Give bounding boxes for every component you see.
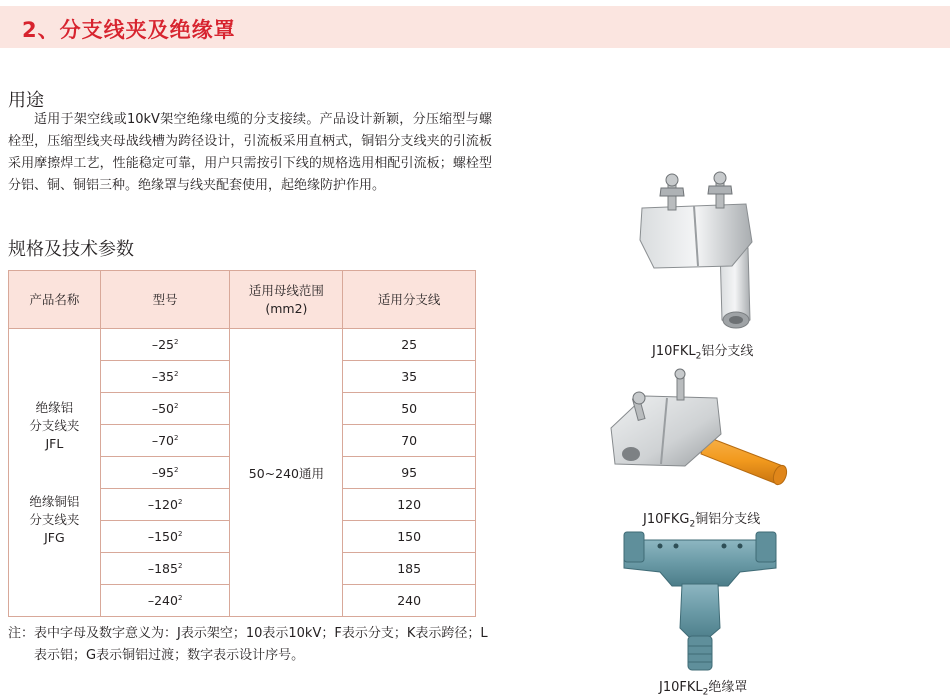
model-cell: $-185^2$: [100, 553, 230, 585]
table-note: 注：表中字母及数字意义为：J表示架空；10表示10kV；F表示分支；K表示跨径；L表示铝；G表示铜铝过渡；数字表示设计序号。: [8, 626, 488, 663]
model-cell: $-150^2$: [100, 521, 230, 553]
col-header-range-line1: 适用母线范围: [248, 282, 324, 298]
branch-cell: 95: [343, 457, 476, 489]
product-caption-3: $J10FKL_2$绝缘罩: [659, 680, 748, 698]
model-cell: $-50^2$: [100, 393, 230, 425]
col-header-model: 型号: [100, 271, 230, 329]
branch-cell: 50: [343, 393, 476, 425]
branch-cell: 120: [343, 489, 476, 521]
model-cell: $-25^2$: [100, 329, 230, 361]
col-header-range-line2: (mm2): [265, 300, 308, 316]
product-jfg: 绝缘铜铝 分支线夹 JFG: [29, 493, 80, 545]
product-caption-2: $J10FKG_2$铜铝分支线: [643, 512, 761, 530]
copper-aluminum-clamp-image: [605, 368, 795, 498]
branch-cell: 70: [343, 425, 476, 457]
model-cell: $-120^2$: [100, 489, 230, 521]
aluminum-clamp-image: [628, 170, 778, 335]
product-jfl: 绝缘铝 分支线夹 JFL: [29, 399, 80, 451]
branch-cell: 150: [343, 521, 476, 553]
table-header-row: [9, 271, 476, 329]
usage-paragraph: 适用于架空线或10kV架空绝缘电缆的分支接续。产品设计新颖，分压缩型与螺栓型，压缩型线夹母战线槽为跨径设计，引流板采用直柄式，铜铝分支线夹的引流板采用摩擦焊工艺，性能稳定可靠，用户只需按引下线的规格选用相配引流板；螺栓型分铝、铜、铜铝三种。绝缘罩与线夹配套使用，起绝缘防护作用。: [8, 112, 492, 193]
col-header-branch: 适用分支线: [343, 271, 476, 329]
usage-heading: 用途: [8, 90, 44, 111]
model-cell: $-70^2$: [100, 425, 230, 457]
product-names-cell: [9, 329, 101, 617]
col-header-name: 产品名称: [9, 271, 101, 329]
col-header-range: [230, 271, 343, 329]
branch-cell: 240: [343, 585, 476, 617]
model-cell: $-95^2$: [100, 457, 230, 489]
model-cell: $-240^2$: [100, 585, 230, 617]
title-banner: [0, 6, 950, 48]
spec-table: [8, 270, 476, 617]
spec-heading: 规格及技术参数: [8, 239, 134, 260]
insulating-cover-image: [620, 528, 780, 676]
busbar-range-cell: 50~240通用: [230, 329, 343, 617]
table-row: [9, 329, 476, 361]
model-cell: $-35^2$: [100, 361, 230, 393]
branch-cell: 185: [343, 553, 476, 585]
branch-cell: 25: [343, 329, 476, 361]
section-title: 2、分支线夹及绝缘罩: [22, 18, 236, 42]
branch-cell: 35: [343, 361, 476, 393]
product-caption-1: $J10FKL_2$铝分支线: [652, 344, 754, 362]
